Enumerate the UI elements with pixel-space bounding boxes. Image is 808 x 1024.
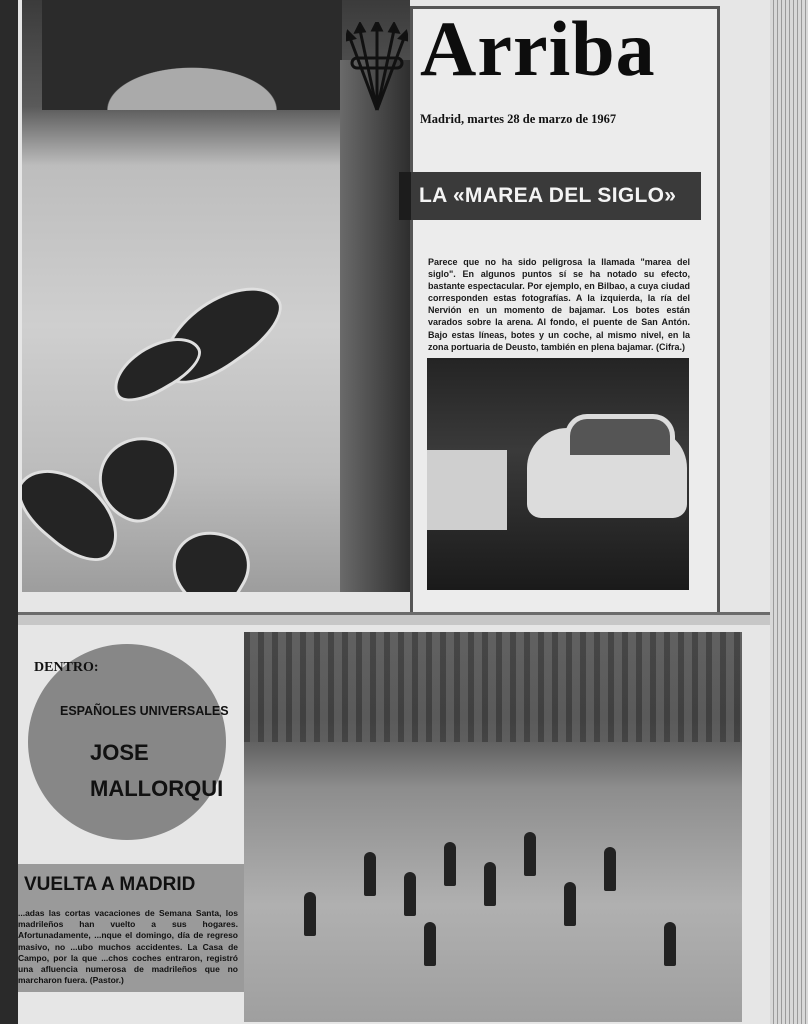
page-binding-left (0, 0, 18, 1024)
second-story-headline: VUELTA A MADRID (24, 874, 196, 895)
photo-crowd-returning (244, 632, 742, 1022)
yoke-and-arrows-emblem-icon (346, 22, 408, 112)
second-story-body: ...adas las cortas vacaciones de Semana Santa, los madrileños han vuelto a sus hogares. Afortunadamente, ...nque el domingo, día de regreso masivo, no ...ubo muchos accidentes. La Casa de Campo, por la que ...chos coches entraron, registró una afluencia numerosa de madrileños que no marcharon fuera. (Pastor.) (18, 908, 238, 986)
masthead-title: Arriba (420, 5, 656, 92)
photo-person (424, 922, 436, 966)
top-story-headline: LA «MAREA DEL SIGLO» (419, 184, 677, 207)
inside-name: JOSE MALLORQUI (90, 740, 224, 801)
photo-person (364, 852, 376, 896)
page-edges-right (770, 0, 808, 1024)
inside-label: DENTRO: (34, 660, 99, 675)
top-story-caption: Parece que no ha sido peligrosa la llamada "marea del siglo". En algunos puntos sí se ha notado su efecto, bastante espectacular. Por ejemplo, en Bilbao, a cuya ciudad corresponden estas fotografías. A la izquierda, la ría del Nervión en un momento de bajamar. Los botes están varados sobre la arena. Al fondo, el puente de San Antón. Bajo estas líneas, botes y un coche, al mismo nivel, en la zona portuaria de Deusto, también en plena bajamar. (Cifra.) (428, 257, 690, 352)
photo-person (664, 922, 676, 966)
photo-person (604, 847, 616, 891)
photo-person (484, 862, 496, 906)
section-divider (18, 612, 770, 625)
photo-bridge (42, 0, 342, 110)
photo-person (564, 882, 576, 926)
photo-person (444, 842, 456, 886)
photo-person (404, 872, 416, 916)
photo-person (304, 892, 316, 936)
dateline: Madrid, martes 28 de marzo de 1967 (420, 112, 617, 126)
photo-trees (244, 632, 742, 742)
headline-bar (399, 172, 701, 220)
inside-section: ESPAÑOLES UNIVERSALES (60, 704, 229, 718)
photo-riverbank (340, 60, 410, 592)
photo-boat (158, 516, 262, 592)
photo-person (524, 832, 536, 876)
photo-car-at-low-tide (427, 358, 689, 590)
